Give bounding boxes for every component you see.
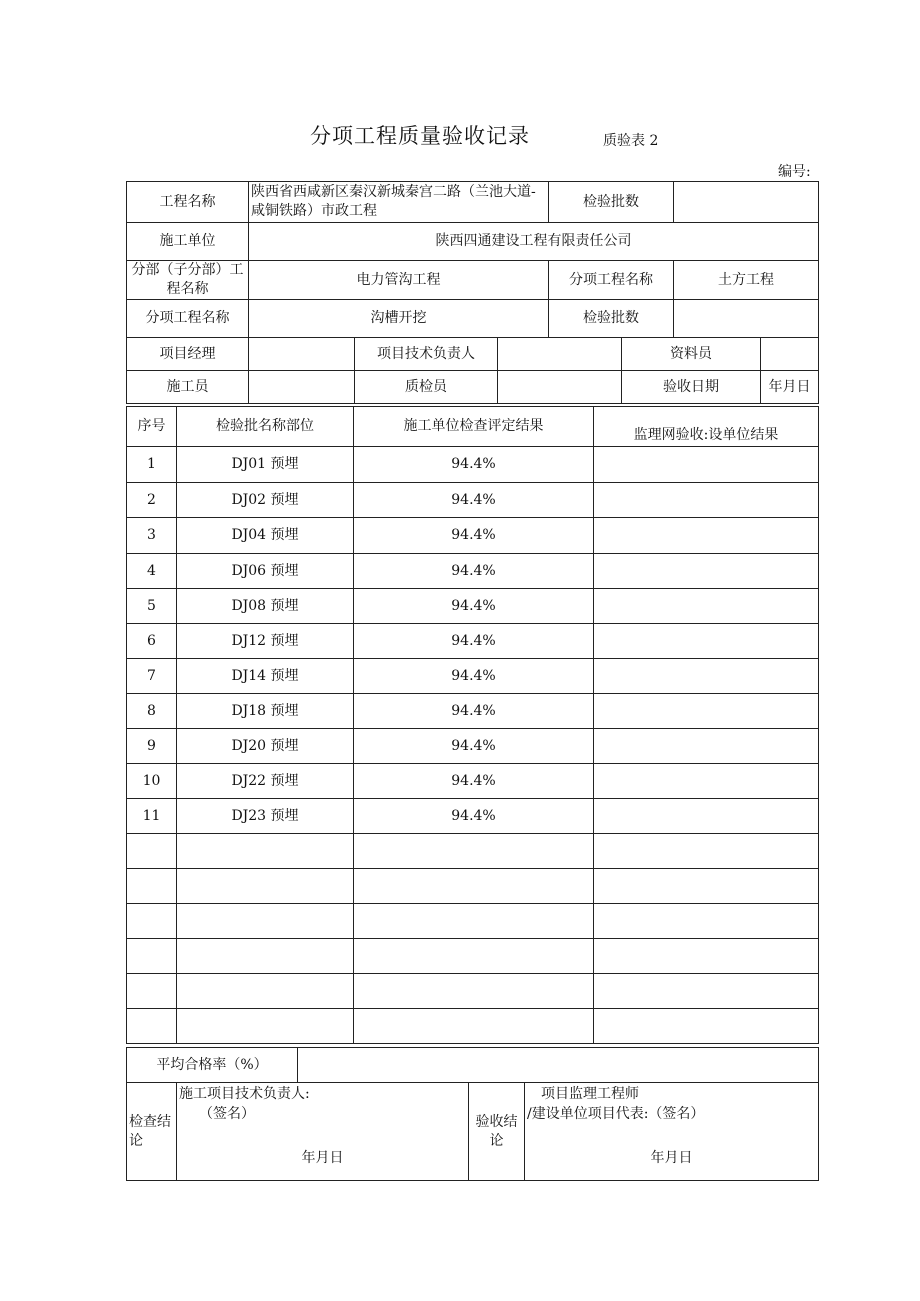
table-row (127, 694, 819, 729)
table-row (127, 799, 819, 834)
row-no[interactable]: 10 (127, 764, 177, 799)
row-batch[interactable]: DJ23 预埋 (177, 799, 354, 834)
accept-conclusion-signoff[interactable] (525, 1083, 819, 1181)
table-row (127, 447, 819, 483)
table-row (127, 624, 819, 659)
check-conclusion-label: 检查结论 (127, 1083, 177, 1181)
table-row-empty (127, 974, 819, 1009)
project-info-table (126, 181, 819, 404)
table-row-empty (127, 834, 819, 869)
pm-value[interactable] (249, 338, 355, 371)
row-batch[interactable]: DJ12 预埋 (177, 624, 354, 659)
row-result[interactable]: 94.4% (354, 589, 594, 624)
row-result[interactable] (354, 939, 594, 974)
row-batch[interactable] (177, 904, 354, 939)
form-number: 质验表 2 (603, 133, 659, 149)
check-sign-line1: 施工项目技术负责人: (179, 1086, 310, 1102)
row-result[interactable] (354, 974, 594, 1009)
table-row-empty (127, 939, 819, 974)
row-supervision[interactable] (594, 869, 819, 904)
table-row (127, 659, 819, 694)
row-supervision[interactable] (594, 939, 819, 974)
row-supervision[interactable] (594, 447, 819, 483)
batch-count-label: 检验批数 (549, 182, 674, 223)
row-result[interactable]: 94.4% (354, 483, 594, 518)
doc-clerk-label: 资料员 (622, 338, 761, 371)
row-no[interactable] (127, 869, 177, 904)
check-date: 年月日 (301, 1150, 344, 1166)
batch-count-label-2: 检验批数 (549, 300, 674, 338)
table-row-empty (127, 904, 819, 939)
row-result[interactable]: 94.4% (354, 624, 594, 659)
row-batch[interactable] (177, 1009, 354, 1044)
row-batch[interactable]: DJ01 预埋 (177, 447, 354, 483)
row-batch[interactable]: DJ20 预埋 (177, 729, 354, 764)
row-batch[interactable]: DJ08 预埋 (177, 589, 354, 624)
qc-value[interactable] (498, 371, 622, 404)
row-no[interactable] (127, 1009, 177, 1044)
row-no[interactable]: 3 (127, 518, 177, 554)
row-batch[interactable]: DJ06 预埋 (177, 554, 354, 589)
batch-table-header (127, 407, 819, 447)
project-name-value[interactable]: 陕西省西咸新区秦汉新城秦宫二路（兰池大道-咸铜铁路）市政工程 (249, 182, 549, 223)
subitem-value[interactable]: 土方工程 (674, 261, 819, 300)
row-batch[interactable]: DJ04 预埋 (177, 518, 354, 554)
row-no[interactable]: 7 (127, 659, 177, 694)
batch-count-value[interactable] (674, 182, 819, 223)
row-result[interactable]: 94.4% (354, 447, 594, 483)
row-no[interactable]: 6 (127, 624, 177, 659)
accept-sign-line2: /建设单位项目代表:（签名） (527, 1106, 705, 1122)
row-supervision[interactable] (594, 694, 819, 729)
subitem-value-2[interactable]: 沟槽开挖 (249, 300, 549, 338)
row-result[interactable] (354, 904, 594, 939)
row-result[interactable] (354, 1009, 594, 1044)
row-batch[interactable]: DJ02 预埋 (177, 483, 354, 518)
row-batch[interactable]: DJ14 预埋 (177, 659, 354, 694)
row-batch[interactable]: DJ22 预埋 (177, 764, 354, 799)
pm-label: 项目经理 (127, 338, 249, 371)
row-no[interactable] (127, 974, 177, 1009)
row-supervision[interactable] (594, 729, 819, 764)
division-label: 分部（子分部）工程名称 (127, 261, 249, 300)
row-result[interactable]: 94.4% (354, 518, 594, 554)
row-result[interactable]: 94.4% (354, 799, 594, 834)
accept-date: 年月日 (650, 1150, 693, 1166)
accept-conclusion-label: 验收结论 (469, 1083, 525, 1181)
row-result[interactable] (354, 869, 594, 904)
col-header-result: 施工单位检查评定结果 (354, 407, 594, 447)
row-batch[interactable] (177, 939, 354, 974)
row-batch[interactable]: DJ18 预埋 (177, 694, 354, 729)
check-sign-line2: （签名） (199, 1106, 255, 1122)
division-value[interactable]: 电力管沟工程 (249, 261, 549, 300)
col-header-supervision: 监理网验收:设单位结果 (594, 407, 819, 447)
contractor-value[interactable]: 陕西四通建设工程有限责任公司 (249, 223, 819, 261)
accept-date-label: 验收日期 (622, 371, 761, 404)
table-row (127, 729, 819, 764)
subitem-label: 分项工程名称 (549, 261, 674, 300)
tech-lead-value[interactable] (498, 338, 622, 371)
row-supervision[interactable] (594, 904, 819, 939)
row-no[interactable] (127, 939, 177, 974)
row-result[interactable]: 94.4% (354, 554, 594, 589)
row-supervision[interactable] (594, 554, 819, 589)
batch-count-value-2[interactable] (674, 300, 819, 338)
avg-pass-rate-value[interactable] (298, 1048, 819, 1083)
row-batch[interactable] (177, 834, 354, 869)
accept-date-value[interactable]: 年月日 (761, 371, 819, 404)
batch-table (126, 406, 819, 1044)
row-supervision[interactable] (594, 659, 819, 694)
summary-table (126, 1047, 819, 1083)
accept-sign-line1: 项目监理工程师 (541, 1086, 639, 1102)
row-no[interactable]: 11 (127, 799, 177, 834)
row-result[interactable]: 94.4% (354, 659, 594, 694)
table-row (127, 589, 819, 624)
row-supervision[interactable] (594, 1009, 819, 1044)
table-row-empty (127, 869, 819, 904)
table-row (127, 518, 819, 554)
row-result[interactable] (354, 834, 594, 869)
row-no[interactable] (127, 904, 177, 939)
row-result[interactable]: 94.4% (354, 764, 594, 799)
doc-clerk-value[interactable] (761, 338, 819, 371)
row-result[interactable]: 94.4% (354, 694, 594, 729)
row-no[interactable]: 5 (127, 589, 177, 624)
project-name-label: 工程名称 (127, 182, 249, 223)
table-row-empty (127, 1009, 819, 1044)
worker-label: 施工员 (127, 371, 249, 404)
row-supervision[interactable] (594, 483, 819, 518)
row-supervision[interactable] (594, 624, 819, 659)
serial-number-label: 编号: (778, 164, 811, 180)
col-header-batch: 检验批名称部位 (177, 407, 354, 447)
row-supervision[interactable] (594, 974, 819, 1009)
row-no[interactable]: 8 (127, 694, 177, 729)
conclusion-table (126, 1082, 819, 1181)
row-no[interactable]: 1 (127, 447, 177, 483)
row-supervision[interactable] (594, 799, 819, 834)
contractor-label: 施工单位 (127, 223, 249, 261)
avg-pass-rate-label: 平均合格率（%） (127, 1048, 298, 1083)
tech-lead-label: 项目技术负责人 (355, 338, 498, 371)
row-supervision[interactable] (594, 834, 819, 869)
row-no[interactable] (127, 834, 177, 869)
table-row (127, 764, 819, 799)
col-header-no: 序号 (127, 407, 177, 447)
table-row (127, 483, 819, 518)
row-no[interactable]: 4 (127, 554, 177, 589)
row-supervision[interactable] (594, 764, 819, 799)
subitem-label-2: 分项工程名称 (127, 300, 249, 338)
row-no[interactable]: 9 (127, 729, 177, 764)
row-supervision[interactable] (594, 589, 819, 624)
worker-value[interactable] (249, 371, 355, 404)
qc-label: 质检员 (355, 371, 498, 404)
row-result[interactable]: 94.4% (354, 729, 594, 764)
row-batch[interactable] (177, 974, 354, 1009)
table-row (127, 554, 819, 589)
row-batch[interactable] (177, 869, 354, 904)
check-conclusion-signoff[interactable] (177, 1083, 469, 1181)
row-no[interactable]: 2 (127, 483, 177, 518)
page-title: 分项工程质量验收记录 (310, 124, 530, 148)
row-supervision[interactable] (594, 518, 819, 554)
